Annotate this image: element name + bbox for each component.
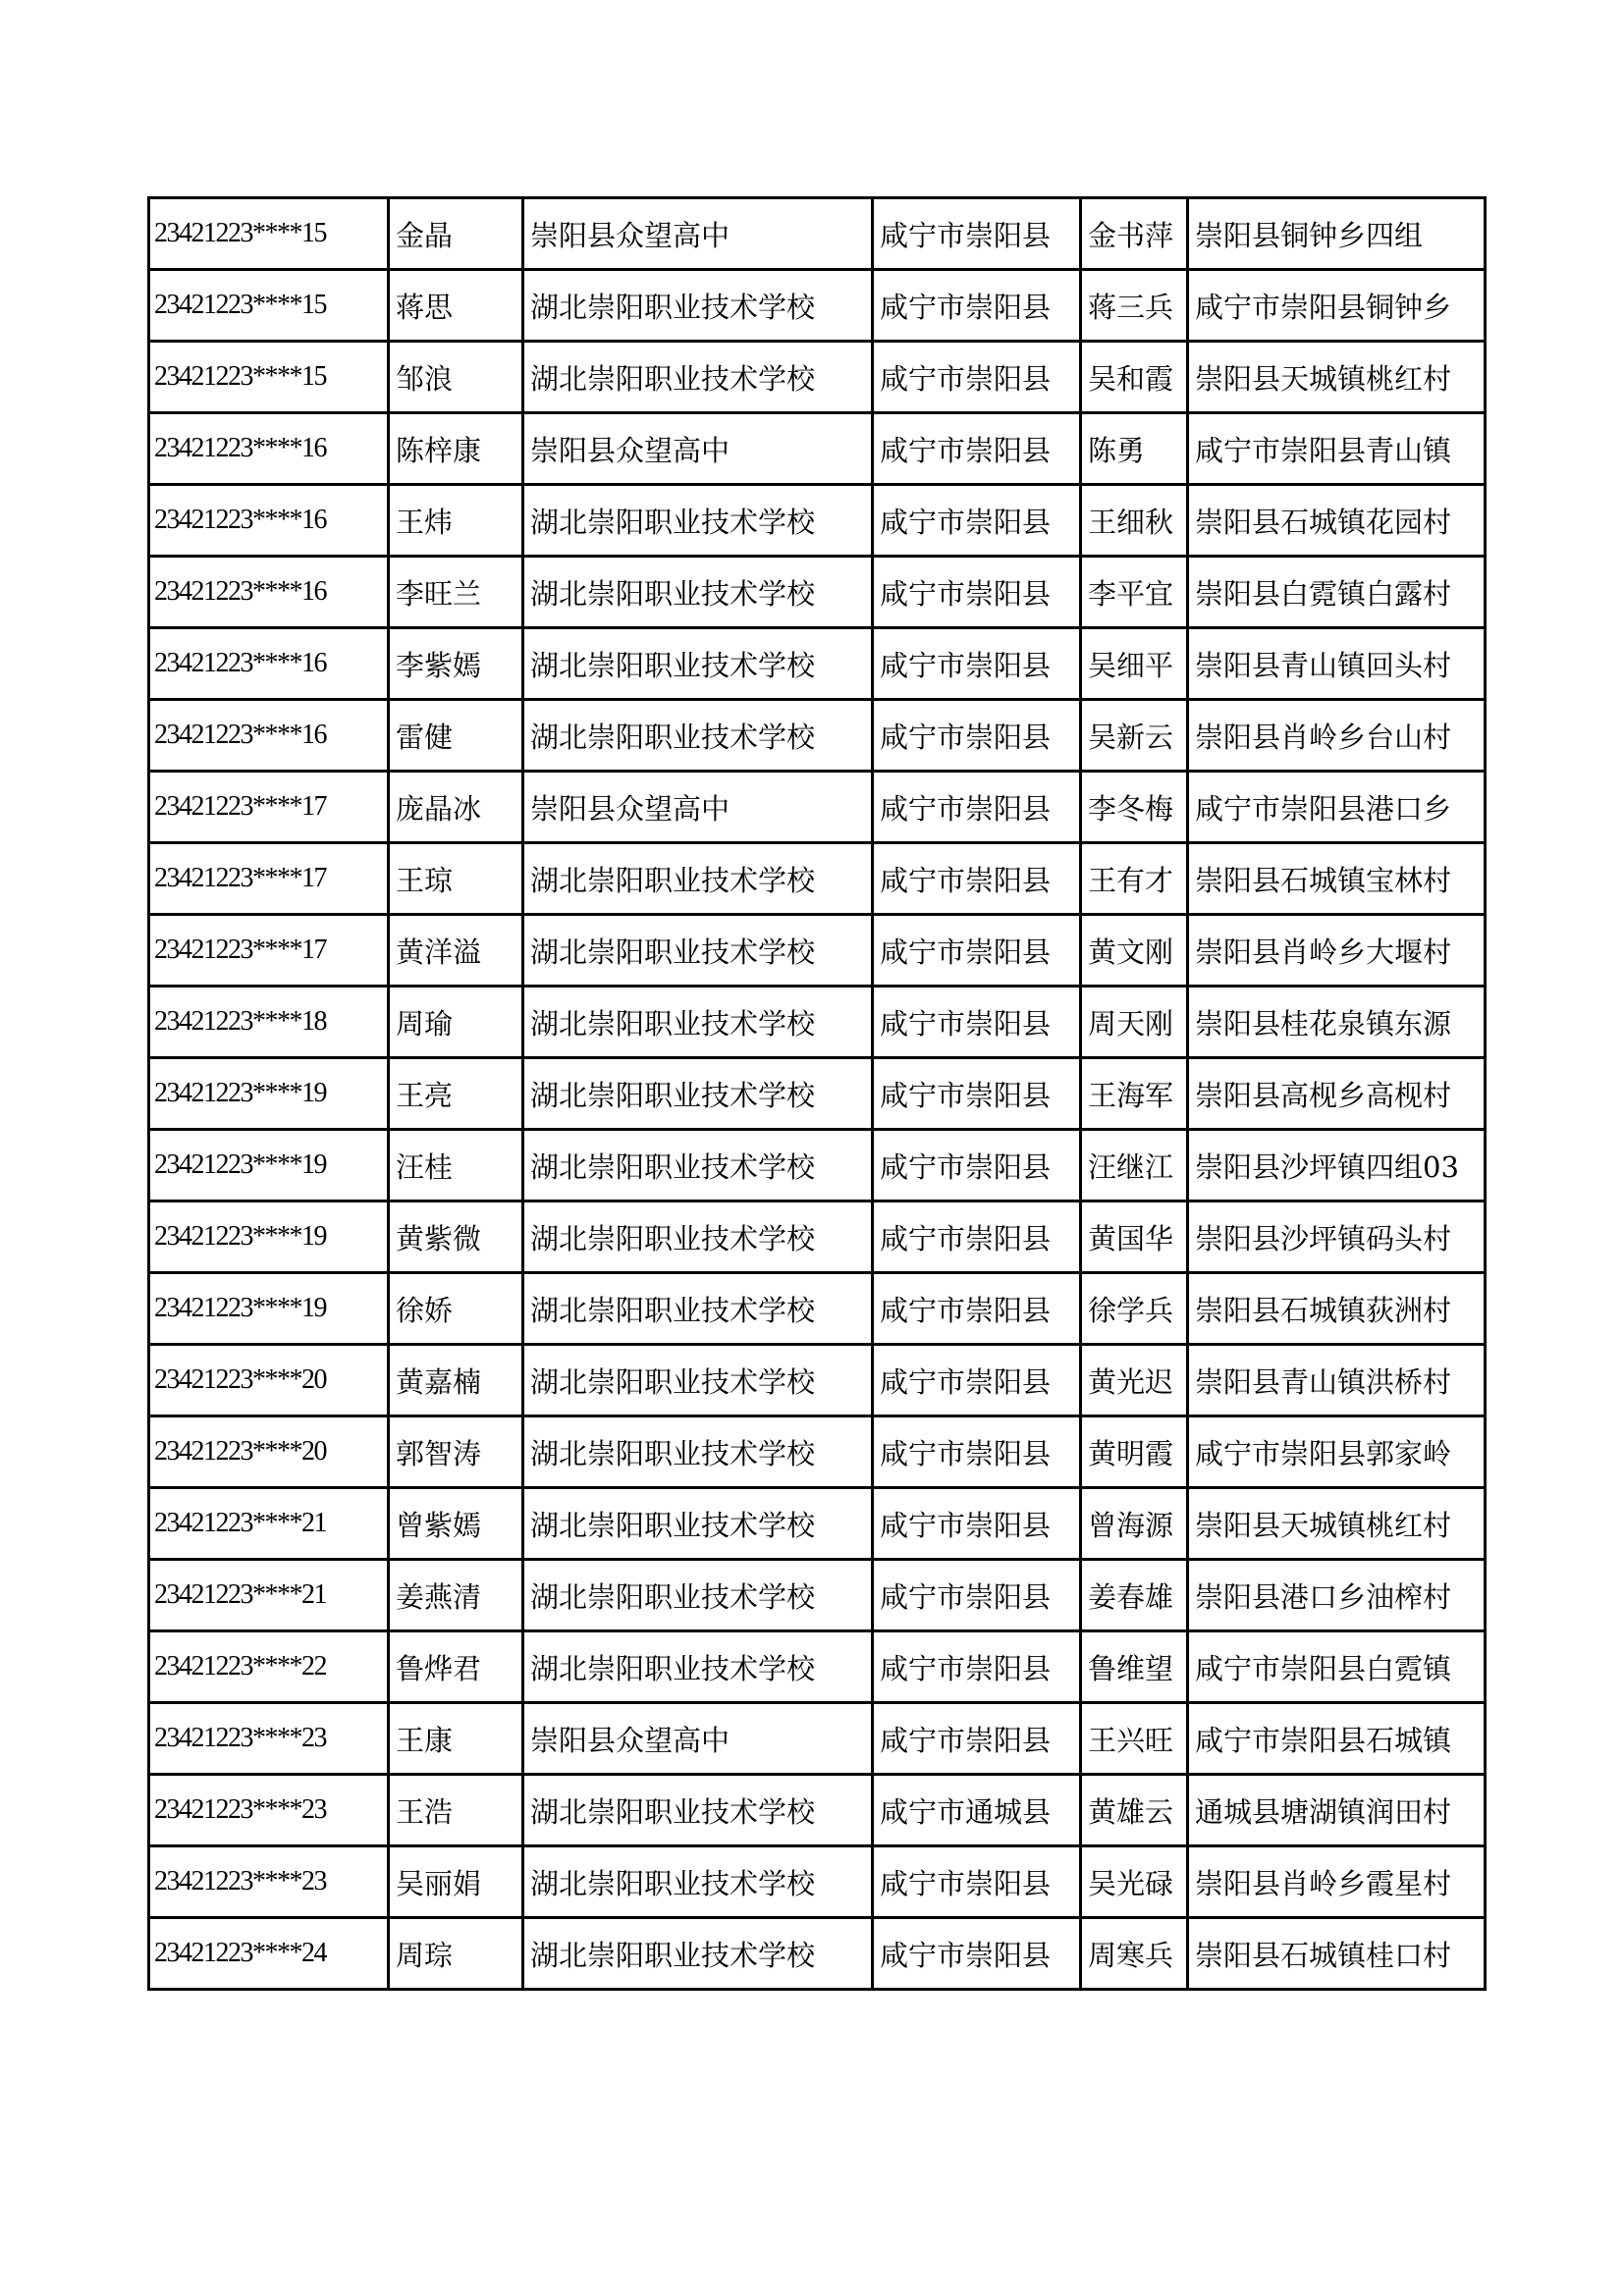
school-cell: 湖北崇阳职业技术学校 bbox=[523, 1918, 873, 1990]
address-cell: 崇阳县白霓镇白露村 bbox=[1188, 557, 1486, 628]
id-cell: 23421223****22 bbox=[149, 1631, 389, 1703]
guardian-cell: 吴细平 bbox=[1081, 628, 1188, 700]
guardian-cell: 吴和霞 bbox=[1081, 342, 1188, 413]
student-name-cell: 黄嘉楠 bbox=[389, 1345, 523, 1416]
guardian-cell: 李平宜 bbox=[1081, 557, 1188, 628]
school-cell: 湖北崇阳职业技术学校 bbox=[523, 843, 873, 915]
address-cell: 咸宁市崇阳县青山镇 bbox=[1188, 413, 1486, 485]
school-cell: 湖北崇阳职业技术学校 bbox=[523, 1488, 873, 1560]
table-row bbox=[149, 485, 1486, 557]
table-row bbox=[149, 987, 1486, 1058]
table-row bbox=[149, 915, 1486, 987]
student-name-cell: 庞晶冰 bbox=[389, 772, 523, 843]
school-cell: 湖北崇阳职业技术学校 bbox=[523, 1560, 873, 1631]
student-name-cell: 王浩 bbox=[389, 1775, 523, 1846]
student-name-cell: 周琮 bbox=[389, 1918, 523, 1990]
region-cell: 咸宁市崇阳县 bbox=[873, 628, 1081, 700]
school-cell: 湖北崇阳职业技术学校 bbox=[523, 485, 873, 557]
address-cell: 崇阳县石城镇花园村 bbox=[1188, 485, 1486, 557]
student-name-cell: 邹浪 bbox=[389, 342, 523, 413]
id-cell: 23421223****15 bbox=[149, 270, 389, 342]
id-cell: 23421223****19 bbox=[149, 1201, 389, 1273]
guardian-cell: 黄明霞 bbox=[1081, 1416, 1188, 1488]
school-cell: 湖北崇阳职业技术学校 bbox=[523, 1416, 873, 1488]
guardian-cell: 王兴旺 bbox=[1081, 1703, 1188, 1775]
student-name-cell: 周瑜 bbox=[389, 987, 523, 1058]
school-cell: 湖北崇阳职业技术学校 bbox=[523, 987, 873, 1058]
table-row bbox=[149, 700, 1486, 772]
table-row bbox=[149, 342, 1486, 413]
id-cell: 23421223****15 bbox=[149, 342, 389, 413]
table-row bbox=[149, 413, 1486, 485]
region-cell: 咸宁市崇阳县 bbox=[873, 987, 1081, 1058]
table-row bbox=[149, 557, 1486, 628]
guardian-cell: 蒋三兵 bbox=[1081, 270, 1188, 342]
id-cell: 23421223****16 bbox=[149, 413, 389, 485]
id-cell: 23421223****23 bbox=[149, 1846, 389, 1918]
school-cell: 湖北崇阳职业技术学校 bbox=[523, 1273, 873, 1345]
guardian-cell: 黄雄云 bbox=[1081, 1775, 1188, 1846]
region-cell: 咸宁市崇阳县 bbox=[873, 270, 1081, 342]
id-cell: 23421223****16 bbox=[149, 628, 389, 700]
region-cell: 咸宁市崇阳县 bbox=[873, 1488, 1081, 1560]
id-cell: 23421223****23 bbox=[149, 1775, 389, 1846]
table-row bbox=[149, 1703, 1486, 1775]
id-cell: 23421223****17 bbox=[149, 843, 389, 915]
region-cell: 咸宁市崇阳县 bbox=[873, 1058, 1081, 1130]
address-cell: 崇阳县沙坪镇码头村 bbox=[1188, 1201, 1486, 1273]
school-cell: 湖北崇阳职业技术学校 bbox=[523, 270, 873, 342]
school-cell: 湖北崇阳职业技术学校 bbox=[523, 915, 873, 987]
region-cell: 咸宁市崇阳县 bbox=[873, 1345, 1081, 1416]
student-name-cell: 郭智涛 bbox=[389, 1416, 523, 1488]
student-name-cell: 姜燕清 bbox=[389, 1560, 523, 1631]
guardian-cell: 姜春雄 bbox=[1081, 1560, 1188, 1631]
region-cell: 咸宁市崇阳县 bbox=[873, 342, 1081, 413]
student-name-cell: 黄洋溢 bbox=[389, 915, 523, 987]
guardian-cell: 周天刚 bbox=[1081, 987, 1188, 1058]
id-cell: 23421223****16 bbox=[149, 485, 389, 557]
school-cell: 湖北崇阳职业技术学校 bbox=[523, 342, 873, 413]
address-cell: 咸宁市崇阳县白霓镇 bbox=[1188, 1631, 1486, 1703]
school-cell: 湖北崇阳职业技术学校 bbox=[523, 1846, 873, 1918]
region-cell: 咸宁市崇阳县 bbox=[873, 413, 1081, 485]
table-body bbox=[149, 198, 1486, 1990]
address-cell: 咸宁市崇阳县铜钟乡 bbox=[1188, 270, 1486, 342]
address-cell: 崇阳县青山镇回头村 bbox=[1188, 628, 1486, 700]
id-cell: 23421223****20 bbox=[149, 1345, 389, 1416]
address-cell: 崇阳县肖岭乡大堰村 bbox=[1188, 915, 1486, 987]
region-cell: 咸宁市崇阳县 bbox=[873, 1130, 1081, 1201]
address-cell: 崇阳县高枧乡高枧村 bbox=[1188, 1058, 1486, 1130]
school-cell: 崇阳县众望高中 bbox=[523, 198, 873, 270]
region-cell: 咸宁市崇阳县 bbox=[873, 700, 1081, 772]
table-row bbox=[149, 1201, 1486, 1273]
address-cell: 咸宁市崇阳县石城镇 bbox=[1188, 1703, 1486, 1775]
student-name-cell: 李旺兰 bbox=[389, 557, 523, 628]
student-name-cell: 王炜 bbox=[389, 485, 523, 557]
student-name-cell: 鲁烨君 bbox=[389, 1631, 523, 1703]
guardian-cell: 徐学兵 bbox=[1081, 1273, 1188, 1345]
guardian-cell: 王海军 bbox=[1081, 1058, 1188, 1130]
table-row bbox=[149, 1345, 1486, 1416]
id-cell: 23421223****20 bbox=[149, 1416, 389, 1488]
school-cell: 湖北崇阳职业技术学校 bbox=[523, 1631, 873, 1703]
student-name-cell: 雷健 bbox=[389, 700, 523, 772]
school-cell: 崇阳县众望高中 bbox=[523, 1703, 873, 1775]
table-row bbox=[149, 270, 1486, 342]
school-cell: 湖北崇阳职业技术学校 bbox=[523, 1201, 873, 1273]
guardian-cell: 吴新云 bbox=[1081, 700, 1188, 772]
guardian-cell: 王有才 bbox=[1081, 843, 1188, 915]
region-cell: 咸宁市崇阳县 bbox=[873, 485, 1081, 557]
address-cell: 咸宁市崇阳县港口乡 bbox=[1188, 772, 1486, 843]
guardian-cell: 鲁维望 bbox=[1081, 1631, 1188, 1703]
address-cell: 咸宁市崇阳县郭家岭 bbox=[1188, 1416, 1486, 1488]
address-cell: 崇阳县肖岭乡台山村 bbox=[1188, 700, 1486, 772]
student-name-cell: 李紫嫣 bbox=[389, 628, 523, 700]
table-row bbox=[149, 843, 1486, 915]
id-cell: 23421223****15 bbox=[149, 198, 389, 270]
table-row bbox=[149, 1631, 1486, 1703]
guardian-cell: 吴光碌 bbox=[1081, 1846, 1188, 1918]
region-cell: 咸宁市崇阳县 bbox=[873, 1416, 1081, 1488]
region-cell: 咸宁市崇阳县 bbox=[873, 1918, 1081, 1990]
school-cell: 崇阳县众望高中 bbox=[523, 772, 873, 843]
guardian-cell: 黄文刚 bbox=[1081, 915, 1188, 987]
guardian-cell: 黄光迟 bbox=[1081, 1345, 1188, 1416]
address-cell: 崇阳县天城镇桃红村 bbox=[1188, 1488, 1486, 1560]
id-cell: 23421223****19 bbox=[149, 1130, 389, 1201]
student-name-cell: 王康 bbox=[389, 1703, 523, 1775]
id-cell: 23421223****16 bbox=[149, 700, 389, 772]
student-name-cell: 黄紫微 bbox=[389, 1201, 523, 1273]
address-cell: 崇阳县桂花泉镇东源 bbox=[1188, 987, 1486, 1058]
id-cell: 23421223****23 bbox=[149, 1703, 389, 1775]
region-cell: 咸宁市崇阳县 bbox=[873, 772, 1081, 843]
region-cell: 咸宁市崇阳县 bbox=[873, 1703, 1081, 1775]
school-cell: 湖北崇阳职业技术学校 bbox=[523, 557, 873, 628]
region-cell: 咸宁市崇阳县 bbox=[873, 198, 1081, 270]
table-row bbox=[149, 1488, 1486, 1560]
table-row bbox=[149, 198, 1486, 270]
guardian-cell: 周寒兵 bbox=[1081, 1918, 1188, 1990]
guardian-cell: 李冬梅 bbox=[1081, 772, 1188, 843]
id-cell: 23421223****21 bbox=[149, 1488, 389, 1560]
guardian-cell: 黄国华 bbox=[1081, 1201, 1188, 1273]
id-cell: 23421223****24 bbox=[149, 1918, 389, 1990]
region-cell: 咸宁市崇阳县 bbox=[873, 843, 1081, 915]
guardian-cell: 金书萍 bbox=[1081, 198, 1188, 270]
region-cell: 咸宁市崇阳县 bbox=[873, 1631, 1081, 1703]
region-cell: 咸宁市崇阳县 bbox=[873, 1201, 1081, 1273]
student-name-cell: 王琼 bbox=[389, 843, 523, 915]
school-cell: 湖北崇阳职业技术学校 bbox=[523, 1130, 873, 1201]
region-cell: 咸宁市崇阳县 bbox=[873, 1273, 1081, 1345]
student-name-cell: 曾紫嫣 bbox=[389, 1488, 523, 1560]
address-cell: 崇阳县青山镇洪桥村 bbox=[1188, 1345, 1486, 1416]
student-name-cell: 吴丽娟 bbox=[389, 1846, 523, 1918]
table-row bbox=[149, 1846, 1486, 1918]
student-name-cell: 蒋思 bbox=[389, 270, 523, 342]
id-cell: 23421223****19 bbox=[149, 1058, 389, 1130]
id-cell: 23421223****16 bbox=[149, 557, 389, 628]
table-row bbox=[149, 1918, 1486, 1990]
school-cell: 湖北崇阳职业技术学校 bbox=[523, 1058, 873, 1130]
table-row bbox=[149, 772, 1486, 843]
id-cell: 23421223****21 bbox=[149, 1560, 389, 1631]
id-cell: 23421223****18 bbox=[149, 987, 389, 1058]
school-cell: 崇阳县众望高中 bbox=[523, 413, 873, 485]
address-cell: 崇阳县铜钟乡四组 bbox=[1188, 198, 1486, 270]
id-cell: 23421223****19 bbox=[149, 1273, 389, 1345]
student-name-cell: 金晶 bbox=[389, 198, 523, 270]
address-cell: 崇阳县港口乡油榨村 bbox=[1188, 1560, 1486, 1631]
table-row bbox=[149, 628, 1486, 700]
student-name-cell: 徐娇 bbox=[389, 1273, 523, 1345]
region-cell: 咸宁市崇阳县 bbox=[873, 1846, 1081, 1918]
school-cell: 湖北崇阳职业技术学校 bbox=[523, 1775, 873, 1846]
school-cell: 湖北崇阳职业技术学校 bbox=[523, 628, 873, 700]
table-row bbox=[149, 1273, 1486, 1345]
guardian-cell: 汪继江 bbox=[1081, 1130, 1188, 1201]
table-row bbox=[149, 1416, 1486, 1488]
id-cell: 23421223****17 bbox=[149, 772, 389, 843]
address-cell: 崇阳县天城镇桃红村 bbox=[1188, 342, 1486, 413]
address-cell: 通城县塘湖镇润田村 bbox=[1188, 1775, 1486, 1846]
student-name-cell: 陈梓康 bbox=[389, 413, 523, 485]
region-cell: 咸宁市崇阳县 bbox=[873, 915, 1081, 987]
address-cell: 崇阳县石城镇荻洲村 bbox=[1188, 1273, 1486, 1345]
student-name-cell: 汪桂 bbox=[389, 1130, 523, 1201]
table-row bbox=[149, 1058, 1486, 1130]
guardian-cell: 王细秋 bbox=[1081, 485, 1188, 557]
table-row bbox=[149, 1775, 1486, 1846]
school-cell: 湖北崇阳职业技术学校 bbox=[523, 700, 873, 772]
school-cell: 湖北崇阳职业技术学校 bbox=[523, 1345, 873, 1416]
id-cell: 23421223****17 bbox=[149, 915, 389, 987]
address-cell: 崇阳县石城镇桂口村 bbox=[1188, 1918, 1486, 1990]
address-cell: 崇阳县肖岭乡霞星村 bbox=[1188, 1846, 1486, 1918]
address-cell: 崇阳县沙坪镇四组03 bbox=[1188, 1130, 1486, 1201]
table-row bbox=[149, 1560, 1486, 1631]
region-cell: 咸宁市崇阳县 bbox=[873, 1560, 1081, 1631]
table-row bbox=[149, 1130, 1486, 1201]
address-cell: 崇阳县石城镇宝林村 bbox=[1188, 843, 1486, 915]
guardian-cell: 陈勇 bbox=[1081, 413, 1188, 485]
guardian-cell: 曾海源 bbox=[1081, 1488, 1188, 1560]
student-name-cell: 王亮 bbox=[389, 1058, 523, 1130]
student-table bbox=[147, 196, 1487, 1991]
region-cell: 咸宁市崇阳县 bbox=[873, 557, 1081, 628]
region-cell: 咸宁市通城县 bbox=[873, 1775, 1081, 1846]
